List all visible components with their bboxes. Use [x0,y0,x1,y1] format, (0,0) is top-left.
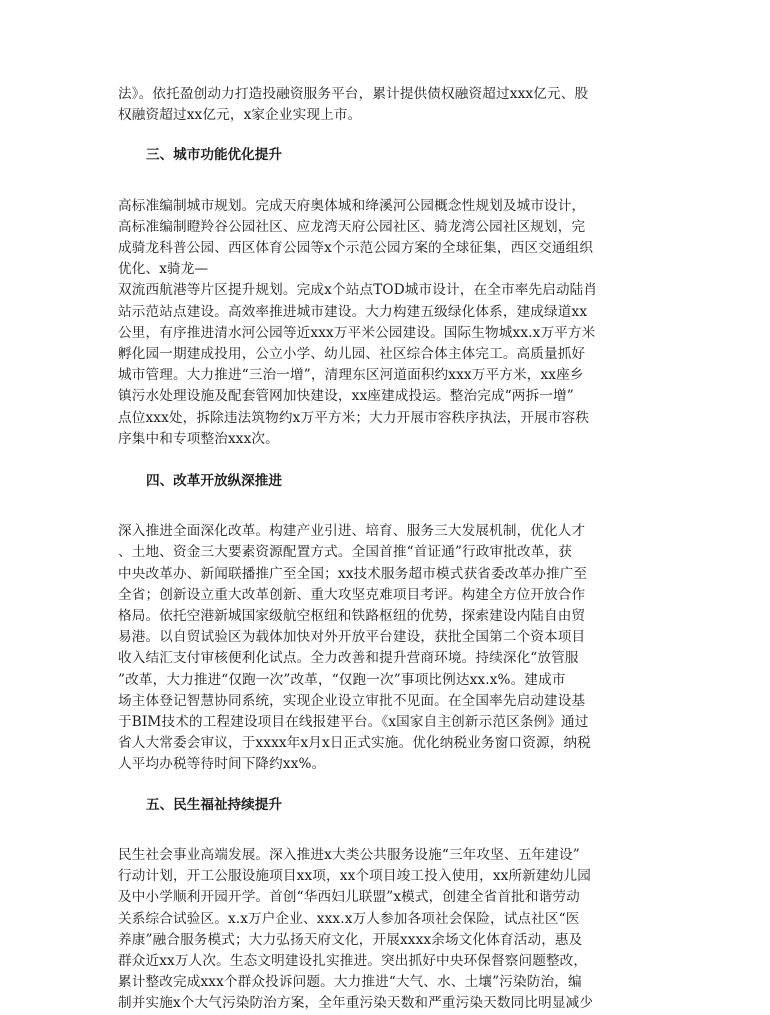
text-line: 养康”融合服务模式；大力弘扬天府文化，开展xxxx余场文化体育活动，惠及 [118,931,583,948]
text-line: 制并实施x个大气污染防治方案，全年重污染天数和严重污染天数同比明显减少 [118,995,594,1012]
text-line: 全省；创新设立重大改革创新、重大攻坚克难项目考评。构建全方位开放合作 [118,586,586,603]
text-line: 累计整改完成xxx个群众投诉问题。大力推进“大气、水、土壤”污染防治，编 [118,974,582,991]
paragraph-livelihood [118,845,658,1015]
text-line: 易港。以自贸试验区为载体加快对外开放平台建设，获批全国第二个资本项目 [118,629,586,646]
text-line: 群众近xx万人次。生态文明建设扎实推进。突出抓好中央环保督察问题整改， [118,952,588,969]
text-line: 点位xxx处，拆除违法筑物约x万平方米；大力开展市容秩序执法，开展市容秩 [118,409,590,426]
text-line: 于BIM技术的工程建设项目在线报建平台。《x国家自主创新示范区条例》通过 [118,714,589,731]
text-line: ”改革，大力推进“仅跑一次”改革，“仅跑一次”事项比例达xx.x%。建成市 [118,671,566,688]
document-page [118,84,658,1015]
text-line: 省人大常委会审议，于xxxx年x月x日正式实施。优化纳税业务窗口资源，纳税 [118,735,591,752]
text-line: 深入推进全面深化改革。构建产业引进、培育、服务三大发展机制，优化人才 [118,523,586,540]
text-line: 孵化园一期建成投用，公立小学、幼儿园、社区综合体主体完工。高质量抓好 [118,346,586,363]
intro-paragraph [118,84,658,126]
paragraph-city-function [118,196,658,450]
text-line: 权融资超过xx亿元，x家企业实现上市。 [118,107,362,124]
text-line: 关系综合试验区。x.x万户企业、xxx.x万人参加各项社会保险，试点社区“医 [118,910,580,927]
text-line: 民生社会事业高端发展。深入推进x大类公共服务设施“三年攻坚、五年建设” [118,846,580,863]
text-line: 及中小学顺利开园开学。首创“华西妇儿联盟”x模式，创建全省首批和谐劳动 [118,889,580,906]
text-line: 法》。依托盈创动力打造投融资服务平台，累计提供债权融资超过xxx亿元、股 [118,86,589,102]
section-heading-city-function: 三、城市功能优化提升 [146,147,282,164]
text-line: 场主体登记智慧协同系统，实现企业设立审批不见面。在全国率先启动建设基 [118,692,586,709]
paragraph-reform-opening [118,521,658,775]
text-line: 格局。依托空港新城国家级航空枢纽和铁路枢纽的优势，探索建设内陆自由贸 [118,608,586,625]
text-line: 收入结汇支付审核便利化试点。全力改善和提升营商环境。持续深化“放管服 [118,650,579,667]
section-heading-livelihood: 五、民生福祉持续提升 [146,796,282,813]
text-line: 站示范站点建设。高效率推进城市建设。大力构建五级绿化体系，建成绿道xx [118,303,588,320]
text-line: 人平均办税等待时间下降约xx%。 [118,756,326,773]
text-line: 中央改革办、新闻联播推广至全国；xx技术服务超市模式获省委改革办推广至 [118,565,588,582]
text-line: 镇污水处理设施及配套管网加快建设，xx座建成投运。整治完成“两拆一增” [118,388,574,405]
text-line: 行动计划，开工公服设施项目xx项，xx个项目竣工投入使用，xx所新建幼儿园 [118,868,591,885]
text-line: 优化、x骑龙— [118,261,209,278]
text-line: 公里，有序推进清水河公园等近xxx万平米公园建设。国际生物城xx.x万平方米 [118,324,596,341]
text-line: 成骑龙科普公园、西区体育公园等x个示范公园方案的全球征集，西区交通组织 [118,240,594,257]
text-line: 高标准编制城市规划。完成天府奥体城和绛溪河公园概念性规划及城市设计， [118,197,586,214]
text-line: 序集中和专项整治xxx次。 [118,430,279,447]
text-line: 双流西航港等片区提升规划。完成x个站点TOD城市设计，在全市率先启动陆肖 [118,282,598,299]
text-line: 城市管理。大力推进“三治一增”，清理东区河道面积约xxx万平方米，xx座乡 [118,367,584,384]
text-line: 高标准编制瞪羚谷公园社区、应龙湾天府公园社区、骑龙湾公园社区规划，完 [118,218,586,235]
section-heading-reform-opening: 四、改革开放纵深推进 [146,473,282,490]
text-line: 、土地、资金三大要素资源配置方式。全国首推“首证通”行政审批改革，获 [118,544,572,561]
